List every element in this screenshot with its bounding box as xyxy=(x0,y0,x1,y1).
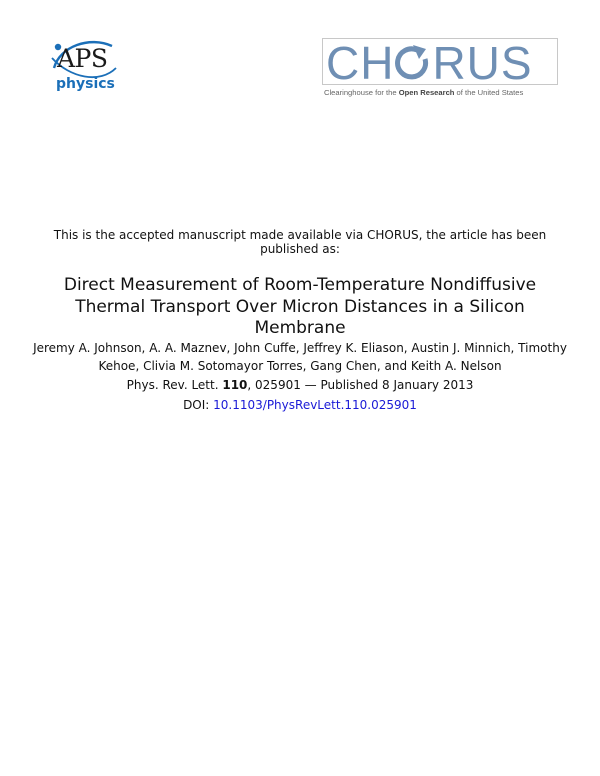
chorus-tagline-bold: Open Research xyxy=(398,88,455,97)
article-doi xyxy=(20,396,580,414)
aps-physics-wordmark: physics xyxy=(56,76,115,92)
chorus-tagline xyxy=(324,88,523,97)
chorus-tagline-post: of the United States xyxy=(454,88,524,97)
manuscript-notice: This is the accepted manuscript made available via CHORUS, the article has been published as: xyxy=(53,228,547,256)
citation-volume: 110 xyxy=(222,378,248,392)
chorus-logo xyxy=(322,38,560,100)
chorus-tagline-pre: Clearinghouse for the xyxy=(324,88,399,97)
chorus-word-right: RUS xyxy=(432,37,533,89)
article-authors: Jeremy A. Johnson, A. A. Maznev, John Cuffe, Jeffrey K. Eliason, Austin J. Minnich, Timothy Kehoe, Clivia M. Sotomayor Torres, Gang Chen, and Keith A. Nelson xyxy=(33,341,567,373)
citation-article-published: , 025901 — Published 8 January 2013 xyxy=(247,378,474,392)
article-title: Direct Measurement of Room-Temperature Nondiffusive Thermal Transport Over Micron Distances in a Silicon Membrane xyxy=(63,275,537,338)
chorus-word-left: CH xyxy=(326,37,395,89)
chorus-arrow-o-icon xyxy=(395,45,431,83)
aps-wordmark: APS xyxy=(57,44,108,73)
chorus-logo-box xyxy=(322,37,558,89)
doi-label: DOI: xyxy=(183,398,214,412)
doi-link[interactable]: 10.1103/PhysRevLett.110.025901 xyxy=(213,398,417,412)
citation-journal: Phys. Rev. Lett. xyxy=(126,378,223,392)
article-citation xyxy=(20,376,580,394)
chorus-wordmark xyxy=(326,37,533,89)
aps-physics-logo xyxy=(50,38,120,100)
